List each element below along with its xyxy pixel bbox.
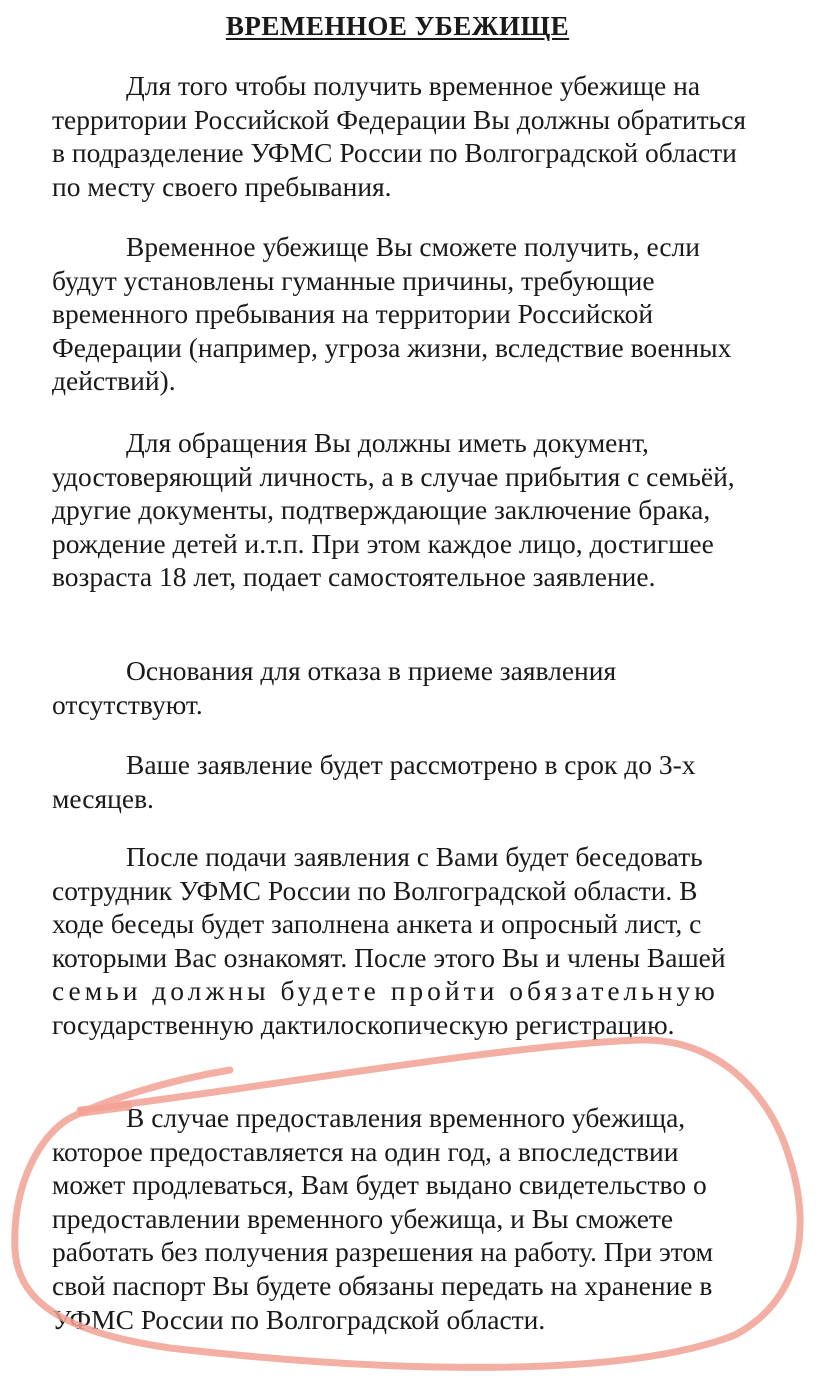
paragraph-review-period: Ваше заявление будет рассмотрено в срок до 3-х месяцев. xyxy=(52,749,696,814)
paragraph-interview-part2: семьи должны будете пройти обязательную xyxy=(52,975,719,1007)
paragraph-certificate-highlighted: В случае предоставления временного убежища, которое предоставляется на один год, а впоследствии может продлеваться, Вам будет выдано свидетельство о предоставлении временного убежища, и Вы сможете работать без получения разрешения на работу. При этом свой паспорт Вы будете обязаны передать на хранение в УФМС России по Волгоградской области. xyxy=(52,1102,714,1335)
paragraph-no-refusal-grounds: Основания для отказа в приеме заявления отсутствуют. xyxy=(52,655,617,720)
document-title: ВРЕМЕННОЕ УБЕЖИЩЕ xyxy=(225,11,570,41)
paragraph-required-documents: Для обращения Вы должны иметь документ, удостоверяющий личность, а в случае прибытия с семьёй, другие документы, подтверждающие заключение брака, рождение детей и.т.п. При этом каждое лицо, достигшее возраста 18 лет, подает самостоятельное заявление. xyxy=(52,427,735,593)
paragraph-interview-part3: государственную дактилоскопическую регистрацию. xyxy=(52,1008,675,1040)
paragraph-interview-registration xyxy=(52,840,752,1042)
paragraph-humane-reasons: Временное убежище Вы сможете получить, если будут установлены гуманные причины, требующие временного пребывания на территории Российской Федерации (например, угроза жизни, вследствие военных действий). xyxy=(52,231,732,397)
paragraph-interview-part1: После подачи заявления с Вами будет беседовать сотрудник УФМС России по Волгоградской области. В ходе беседы будет заполнена анкета и опросный лист, с которыми Вас ознакомят. После этого Вы и члены Вашей xyxy=(52,841,726,973)
paragraph-how-to-apply: Для того чтобы получить временное убежище на территории Российской Федерации Вы должны обратиться в подразделение УФМС России по Волгоградской области по месту своего пребывания. xyxy=(52,70,747,202)
